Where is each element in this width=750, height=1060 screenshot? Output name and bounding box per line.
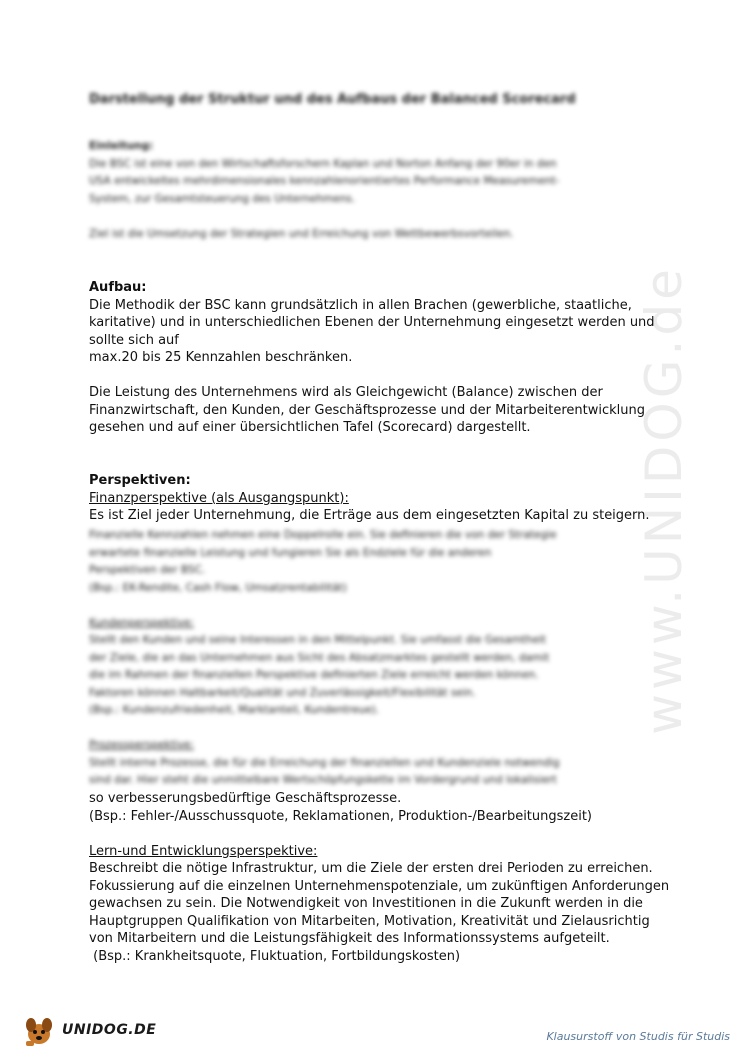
perspektiven-section xyxy=(89,472,669,525)
finanz-line: Es ist Ziel jeder Unternehmung, die Erträge aus dem eingesetzten Kapital zu steigern. xyxy=(89,508,650,523)
lern-heading: Lern-und Entwicklungsperspektive: xyxy=(89,843,318,859)
kunden-line: Faktoren können Haltbarkeit/Qualität und Zuverlässigkeit/Flexibilität sein. xyxy=(89,686,476,699)
lern-line: von Mitarbeitern und die Leistungsfähigkeit des Informationssystems aufgeteilt. xyxy=(89,931,610,946)
kunden-line: der Ziele, die an das Unternehmen aus Sicht des Absatzmarktes gestellt werden, damit xyxy=(89,651,550,664)
aufbau-line: Die Leistung des Unternehmens wird als Gleichgewicht (Balance) zwischen der xyxy=(89,385,603,400)
lern-line: (Bsp.: Krankheitsquote, Fluktuation, Fortbildungskosten) xyxy=(89,948,461,964)
einleitung-goal: Ziel ist die Umsetzung der Strategien und Erreichung von Wettbewerbsvorteilen. xyxy=(89,227,514,240)
kunden-line: die im Rahmen der finanziellen Perspektive definierten Ziele erreicht werden können. xyxy=(89,669,539,681)
aufbau-line: karitative) und in unterschiedlichen Ebenen der Unternehmung eingesetzt werden und xyxy=(89,315,655,330)
aufbau-section xyxy=(89,279,669,437)
kunden-heading: Kundenperspektive: xyxy=(89,616,194,629)
kunden-line: (Bsp.: Kundenzufriedenheit, Marktanteil, Kundentreue). xyxy=(89,704,380,716)
lern-line: gewachsen zu sein. Die Notwendigkeit von Investitionen in die Zukunft werden in die xyxy=(89,896,643,911)
prozess-blurred-line: Stellt interne Prozesse, die für die Erreichung der finanziellen und Kundenziele notwendig xyxy=(89,756,560,769)
prozess-line: (Bsp.: Fehler-/Ausschussquote, Reklamationen, Produktion-/Bearbeitungszeit) xyxy=(89,808,593,824)
einleitung-line: Die BSC ist eine von den Wirtschaftsforschern Kaplan und Norton Anfang der 90er in den xyxy=(89,157,557,170)
kunden-line: Stellt den Kunden und seine Interessen in den Mittelpunkt. Sie umfasst die Gesamtheit xyxy=(89,634,546,646)
aufbau-line: max.20 bis 25 Kennzahlen beschränken. xyxy=(89,350,353,365)
blurred-section xyxy=(89,527,669,790)
einleitung-line: System, zur Gesamtsteuerung des Unternehmens. xyxy=(89,192,356,205)
aufbau-line: Die Methodik der BSC kann grundsätzlich in allen Brachen (gewerbliche, staatliche, xyxy=(89,297,632,313)
document-title: Darstellung der Struktur und des Aufbaus der Balanced Scorecard xyxy=(89,92,576,107)
einleitung-line: USA entwickeltes mehrdimensionales kennzahlenorientiertes Performance Measurement- xyxy=(89,175,560,187)
logo-text: UNIDOG.DE xyxy=(62,1022,157,1038)
prozess-visible-section xyxy=(89,790,669,965)
prozess-line: so verbesserungsbedürftige Geschäftsprozesse. xyxy=(89,791,402,806)
einleitung-heading: Einleitung: xyxy=(89,140,154,152)
watermark-text: www.UNIDOG.de xyxy=(635,265,693,735)
finanz-blurred-line: (Bsp.: EK-Rendite, Cash Flow, Umsatzrentabilität) xyxy=(89,581,347,594)
prozess-blurred-line: sind dar. Hier steht die unmittelbare Wertschöpfungskette im Vordergrund und lokalisiert xyxy=(89,774,557,786)
prozess-heading: Prozessperspektive: xyxy=(89,739,194,751)
finanz-blurred-line: erwartete finanzielle Leistung und fungieren Sie als Endziele für die anderen xyxy=(89,546,492,559)
finanz-heading: Finanzperspektive (als Ausgangspunkt): xyxy=(89,490,349,506)
finanz-blurred-line: Finanzielle Kennzahlen nehmen eine Doppelrolle ein. Sie definieren die von der Strategie xyxy=(89,529,557,541)
lern-line: Fokussierung auf die einzelnen Unternehmenspotenziale, um zukünftigen Anforderungen xyxy=(89,878,670,894)
aufbau-line: Finanzwirtschaft, den Kunden, der Geschäftsprozesse und der Mitarbeiterentwicklung xyxy=(89,402,646,418)
lern-line: Beschreibt die nötige Infrastruktur, um die Ziele der ersten drei Perioden zu erreichen. xyxy=(89,861,653,876)
unidog-logo[interactable] xyxy=(22,1012,157,1048)
footer-tagline: Klausurstoff von Studis für Studis xyxy=(546,1030,730,1043)
aufbau-line: sollte sich auf xyxy=(89,332,179,348)
aufbau-heading: Aufbau: xyxy=(89,280,147,295)
lern-line: Hauptgruppen Qualifikation von Mitarbeiten, Motivation, Kreativität und Zielausrichtig xyxy=(89,913,650,929)
perspektiven-heading: Perspektiven: xyxy=(89,473,191,488)
einleitung-section xyxy=(89,138,669,243)
finanz-blurred-line: Perspektiven der BSC. xyxy=(89,564,206,576)
dog-icon xyxy=(22,1014,56,1048)
aufbau-line: gesehen und auf einer übersichtlichen Tafel (Scorecard) dargestellt. xyxy=(89,420,531,435)
